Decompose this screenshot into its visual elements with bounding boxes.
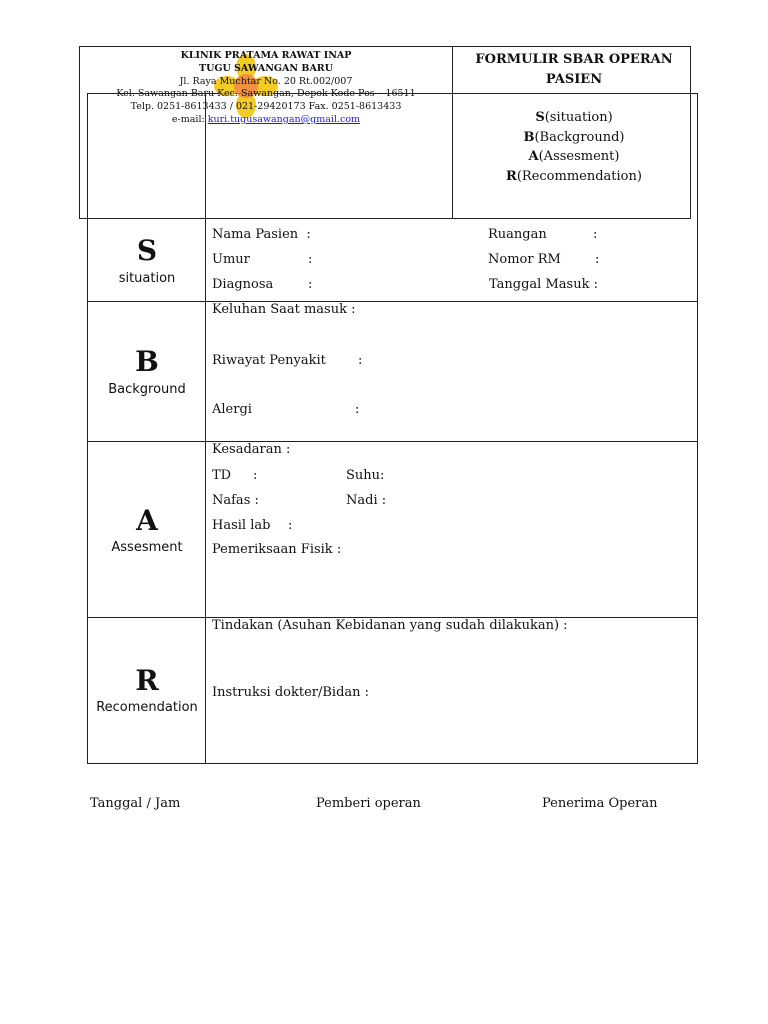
section-letter-b: B — [135, 345, 159, 378]
section-label-assesment: Assesment — [111, 540, 183, 555]
field-suhu: Suhu: — [346, 468, 385, 483]
field-ruangan-colon: : — [593, 227, 598, 242]
field-pemeriksaan-fisik: Pemeriksaan Fisik : — [212, 542, 342, 557]
row-divider-b — [87, 441, 698, 442]
form-title-line1: FORMULIR SBAR OPERAN — [475, 52, 673, 67]
field-nama-pasien: Nama Pasien : — [212, 227, 311, 242]
section-letter-a: A — [136, 504, 158, 537]
field-nomor-rm: Nomor RM — [488, 252, 561, 267]
clinic-address-line2: Kel. Sawangan Baru Kec. Sawangan, Depok Kode Pos – 16511 — [116, 88, 416, 100]
sbar-legend-item: S(situation) — [535, 110, 613, 125]
email-prefix: e-mail: — [171, 113, 208, 125]
field-tanggal-masuk: Tanggal Masuk : — [489, 277, 598, 292]
field-nadi: Nadi : — [346, 493, 387, 508]
field-nomor-rm-colon: : — [595, 252, 600, 267]
clinic-subname: TUGU SAWANGAN BARU — [199, 62, 333, 74]
sbar-legend — [456, 108, 692, 186]
field-alergi-colon: : — [355, 402, 360, 417]
footer-penerima-operan: Penerima Operan — [542, 796, 658, 811]
sbar-table — [87, 93, 698, 764]
clinic-header — [80, 50, 452, 127]
footer-pemberi-operan: Pemberi operan — [316, 796, 421, 811]
section-label-situation: situation — [118, 271, 176, 286]
field-umur: Umur — [212, 252, 250, 267]
form-title — [456, 50, 692, 90]
email-link[interactable]: kuri.tugusawangan@gmail.com — [207, 113, 361, 125]
section-label-background: Background — [108, 382, 186, 397]
field-alergi: Alergi — [212, 402, 252, 417]
field-ruangan: Ruangan — [488, 227, 547, 242]
row-divider-s — [87, 301, 698, 302]
field-td: TD — [212, 468, 232, 483]
field-diagnosa: Diagnosa — [212, 277, 274, 292]
section-label-recomendation: Recomendation — [96, 700, 198, 715]
field-nafas: Nafas : — [212, 493, 259, 508]
section-letter-s: S — [136, 234, 158, 267]
field-instruksi: Instruksi dokter/Bidan : — [212, 685, 370, 700]
field-kesadaran: Kesadaran : — [212, 442, 291, 457]
field-umur-colon: : — [308, 252, 313, 267]
clinic-address-line1: Jl. Raya Muchtar No. 20 Rt.002/007 — [179, 75, 353, 87]
clinic-phone: Telp. 0251-8613433 / 021-29420173 Fax. 0251-8613433 — [130, 101, 402, 113]
clinic-name: KLINIK PRATAMA RAWAT INAP — [180, 50, 352, 61]
field-riwayat-penyakit: Riwayat Penyakit — [212, 353, 326, 368]
field-riwayat-colon: : — [358, 353, 363, 368]
field-td-colon: : — [253, 468, 258, 483]
sbar-legend-item: A(Assesment) — [528, 149, 620, 164]
sbar-legend-item: B(Background) — [523, 129, 625, 145]
field-hasil-lab: Hasil lab — [212, 518, 271, 533]
field-diagnosa-colon: : — [308, 277, 313, 292]
field-hasil-lab-colon: : — [288, 518, 293, 533]
section-letter-r: R — [135, 664, 159, 697]
clinic-email-line — [80, 114, 452, 127]
sbar-legend-item: R(Recommendation) — [506, 168, 642, 184]
footer-tanggal-jam: Tanggal / Jam — [90, 796, 181, 811]
field-keluhan: Keluhan Saat masuk : — [212, 302, 356, 317]
form-title-line2: PASIEN — [545, 72, 603, 87]
label-column-divider — [205, 93, 206, 763]
field-tindakan: Tindakan (Asuhan Kebidanan yang sudah dilakukan) : — [212, 618, 568, 633]
